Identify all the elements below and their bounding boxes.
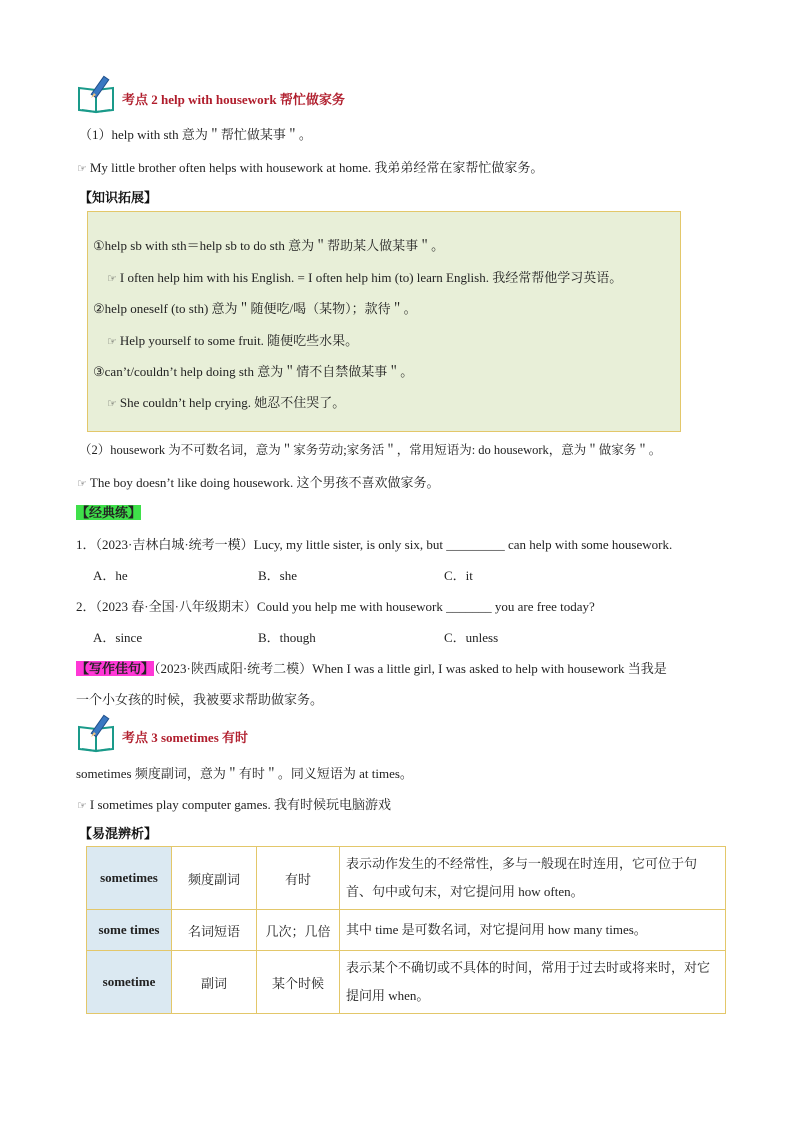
table-cell-word: sometime	[87, 951, 172, 1014]
highlighted-label: 【经典练】	[76, 505, 142, 520]
hand-pointing-right-icon: ☞	[77, 799, 87, 812]
table-cell-meaning: 几次；几倍	[257, 910, 340, 951]
table-row	[87, 847, 726, 910]
practice-label	[76, 502, 141, 521]
paragraph: （1）help with sth 意为＂帮忙做某事＂。	[79, 127, 312, 142]
table-cell-description: 其中 time 是可数名词，对它提问用 how many times。	[340, 910, 726, 951]
hand-pointing-right-icon: ☞	[107, 335, 117, 348]
extension-item-example	[107, 330, 358, 349]
knowledge-extension-box	[87, 211, 681, 432]
example-text: I often help him with his English. = I often help him (to) learn English. 我经常帮他学习英语。	[119, 270, 623, 285]
option-b: B．she	[258, 568, 298, 583]
option-c: C．it	[444, 568, 473, 583]
table-cell-category: 副词	[172, 951, 257, 1014]
writing-text: （2023·陕西咸阳·统考二模）When I was a little girl, I was asked to help with housework 当我是	[154, 661, 667, 676]
writing-sentence	[76, 658, 667, 677]
option-c: C．unless	[444, 630, 499, 645]
table-cell-description: 表示某个不确切或不具体的时间，常用于过去时或将来时，对它提问用 when。	[340, 951, 726, 1014]
table-cell-meaning: 某个时候	[257, 951, 340, 1014]
table-cell-description: 表示动作发生的不经常性，多与一般现在时连用，它可位于句首、句中或句末，对它提问用 how often。	[340, 847, 726, 910]
section-label: 【知识拓展】	[79, 190, 158, 205]
table-cell-word: sometimes	[87, 847, 172, 910]
question-stem: 1．（2023·吉林白城·统考一模）Lucy, my little sister, is only six, but _________ can help with some housework.	[76, 537, 673, 552]
book-pencil-icon	[76, 74, 118, 114]
section-heading: 考点 3 sometimes 有时	[122, 730, 249, 745]
example-text: Help yourself to some fruit. 随便吃些水果。	[119, 333, 359, 348]
question-stem: 2．（2023 春·全国·八年级期末）Could you help me with housework _______ you are free today?	[76, 599, 595, 614]
paragraph: sometimes 频度副词，意为＂有时＂。同义短语为 at times。	[76, 766, 413, 781]
example-text: She couldn’t help crying. 她忍不住哭了。	[119, 395, 346, 410]
example-sentence	[77, 794, 391, 813]
table-cell-word: some times	[87, 910, 172, 951]
table-cell-category: 名词短语	[172, 910, 257, 951]
extension-item-example	[107, 392, 345, 411]
example-sentence	[77, 472, 440, 491]
extension-item-example	[107, 267, 622, 286]
option-b: B．though	[258, 630, 316, 645]
example-sentence	[77, 157, 543, 176]
extension-item-title: ③can’t/couldn’t help doing sth 意为＂情不自禁做某事＂。	[93, 364, 414, 379]
section-heading: 考点 2 help with housework 帮忙做家务	[122, 92, 345, 107]
table-cell-category: 频度副词	[172, 847, 257, 910]
paragraph: （2）housework 为不可数名词，意为＂家务劳动;家务活＂，常用短语为: do housework，意为＂做家务＂。	[79, 443, 662, 457]
extension-item-title: ②help oneself (to sth) 意为＂随便吃/喝（某物）；款待＂。	[93, 301, 417, 316]
table-row	[87, 951, 726, 1014]
option-a: A．since	[93, 630, 143, 645]
comparison-table	[86, 846, 726, 1014]
example-text: The boy doesn’t like doing housework. 这个男孩不喜欢做家务。	[89, 475, 440, 490]
writing-sentence-continued: 一个小女孩的时候，我被要求帮助做家务。	[76, 692, 324, 707]
option-a: A．he	[93, 568, 128, 583]
table-cell-meaning: 有时	[257, 847, 340, 910]
extension-item-title: ①help sb with sth＝help sb to do sth 意为＂帮助某人做某事＂。	[93, 238, 445, 253]
hand-pointing-right-icon: ☞	[107, 397, 117, 410]
hand-pointing-right-icon: ☞	[77, 477, 87, 490]
hand-pointing-right-icon: ☞	[77, 162, 87, 175]
book-pencil-icon	[76, 713, 118, 753]
table-row	[87, 910, 726, 951]
example-text: I sometimes play computer games. 我有时候玩电脑游戏	[89, 797, 391, 812]
example-text: My little brother often helps with housework at home. 我弟弟经常在家帮忙做家务。	[89, 160, 544, 175]
highlighted-label: 【写作佳句】	[76, 661, 155, 676]
section-label: 【易混辨析】	[79, 826, 158, 841]
hand-pointing-right-icon: ☞	[107, 272, 117, 285]
